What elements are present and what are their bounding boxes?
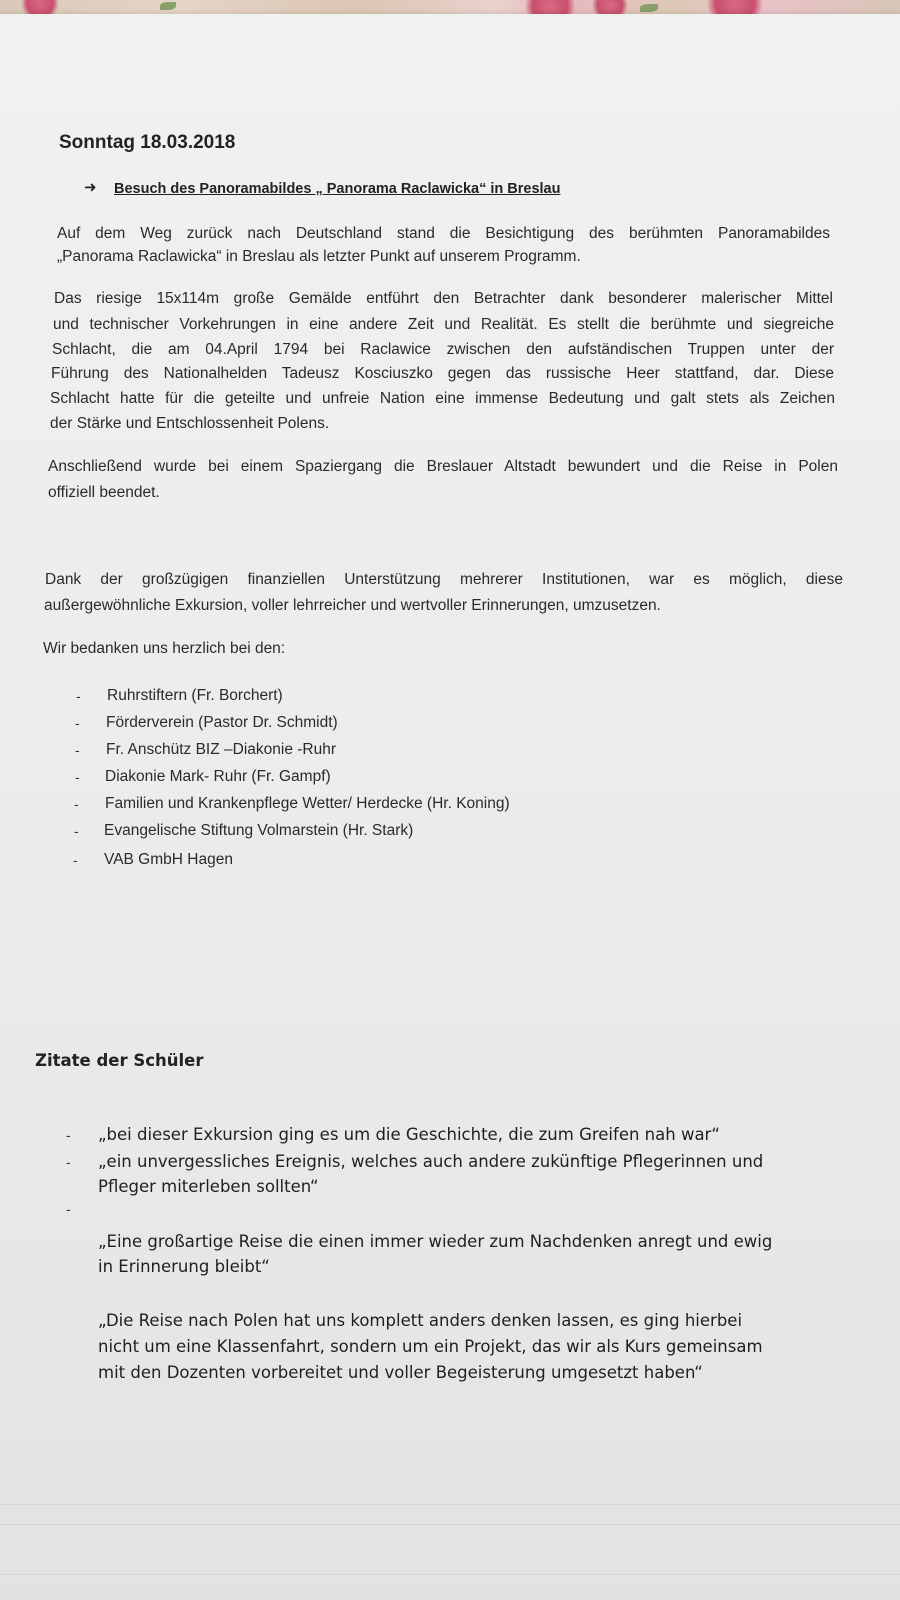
quote-line: „bei dieser Exkursion ging es um die Geschichte, die zum Greifen nah war“ — [98, 1125, 720, 1144]
paper-fold-line — [0, 1574, 900, 1575]
thanks-intro: Wir bedanken uns herzlich bei den: — [43, 640, 286, 657]
quote-line: „Eine großartige Reise die einen immer wieder zum Nachdenken anregt und ewig — [98, 1232, 773, 1251]
paragraph-line: „Panorama Raclawicka“ in Breslau als letzter Punkt auf unserem Programm. — [57, 248, 581, 265]
arrow-right-icon: ➜ — [84, 179, 97, 196]
sponsor-name: Diakonie Mark- Ruhr (Fr. Gampf) — [105, 768, 331, 785]
paragraph-line: Führung des Nationalhelden Tadeusz Kosciuszko gegen das russische Heer stattfand, dar. Diese — [51, 365, 834, 382]
paragraph-line: offiziell beendet. — [48, 484, 160, 501]
paragraph-line: Anschließend wurde bei einem Spaziergang die Breslauer Altstadt bewundert und die Reise in Polen — [48, 458, 838, 475]
paragraph-line: Schlacht, die am 04.April 1794 bei Raclawice zwischen den aufständischen Truppen unter der — [52, 341, 834, 358]
sponsor-name: Familien und Krankenpflege Wetter/ Herdecke (Hr. Koning) — [105, 795, 510, 812]
list-bullet: - — [66, 1154, 71, 1170]
paragraph-line: Dank der großzügigen finanziellen Unterstützung mehrerer Institutionen, war es möglich, diese — [45, 571, 843, 588]
paper-fold-line — [0, 1524, 900, 1525]
list-bullet: - — [66, 1201, 71, 1217]
quotes-title: Zitate der Schüler — [35, 1051, 204, 1070]
quote-line: „ein unvergessliches Ereignis, welches auch andere zukünftige Pflegerinnen und — [98, 1152, 764, 1171]
paragraph-line: und technischer Vorkehrungen in eine andere Zeit und Realität. Es stellt die berühmte und siegreiche — [53, 316, 834, 333]
quote-line: in Erinnerung bleibt“ — [98, 1257, 270, 1276]
list-bullet: - — [74, 823, 79, 839]
paper-fold-line — [0, 1504, 900, 1505]
sponsor-name: Fr. Anschütz BIZ –Diakonie -Ruhr — [106, 741, 337, 758]
sponsor-name: Evangelische Stiftung Volmarstein (Hr. Stark) — [104, 822, 414, 839]
list-bullet: - — [75, 715, 80, 731]
list-bullet: - — [66, 1127, 71, 1143]
paragraph-line: der Stärke und Entschlossenheit Polens. — [50, 415, 330, 432]
list-bullet: - — [74, 796, 79, 812]
leaf-pattern-1 — [160, 2, 176, 10]
list-bullet: - — [75, 742, 80, 758]
quote-line: nicht um eine Klassenfahrt, sondern um ein Projekt, das wir als Kurs gemeinsam — [98, 1337, 763, 1356]
quote-line: Pfleger miterleben sollten“ — [98, 1177, 319, 1196]
list-bullet: - — [76, 688, 81, 704]
section-subheading: Besuch des Panoramabildes „ Panorama Raclawicka“ in Breslau — [114, 181, 561, 197]
paragraph-line: Schlacht hatte für die geteilte und unfreie Nation eine immense Bedeutung und galt stets als Zeichen — [50, 390, 835, 407]
quote-line: mit den Dozenten vorbereitet und voller Begeisterung umgesetzt haben“ — [98, 1363, 703, 1382]
sponsor-name: Förderverein (Pastor Dr. Schmidt) — [106, 714, 338, 731]
list-bullet: - — [75, 769, 80, 785]
paragraph-line: Auf dem Weg zurück nach Deutschland stand die Besichtigung des berühmten Panoramabildes — [57, 225, 830, 242]
quote-line: „Die Reise nach Polen hat uns komplett anders denken lassen, es ging hierbei — [98, 1311, 743, 1330]
paragraph-line: Das riesige 15x114m große Gemälde entführt den Betrachter dank besonderer malerischer Mittel — [54, 290, 833, 307]
leaf-pattern-2 — [640, 4, 658, 12]
paragraph-line: außergewöhnliche Exkursion, voller lehrreicher und wertvoller Erinnerungen, umzusetzen. — [44, 597, 661, 614]
sponsor-name: VAB GmbH Hagen — [104, 851, 233, 868]
list-bullet: - — [73, 852, 78, 868]
sponsor-name: Ruhrstiftern (Fr. Borchert) — [107, 687, 283, 704]
date-heading: Sonntag 18.03.2018 — [59, 132, 236, 153]
